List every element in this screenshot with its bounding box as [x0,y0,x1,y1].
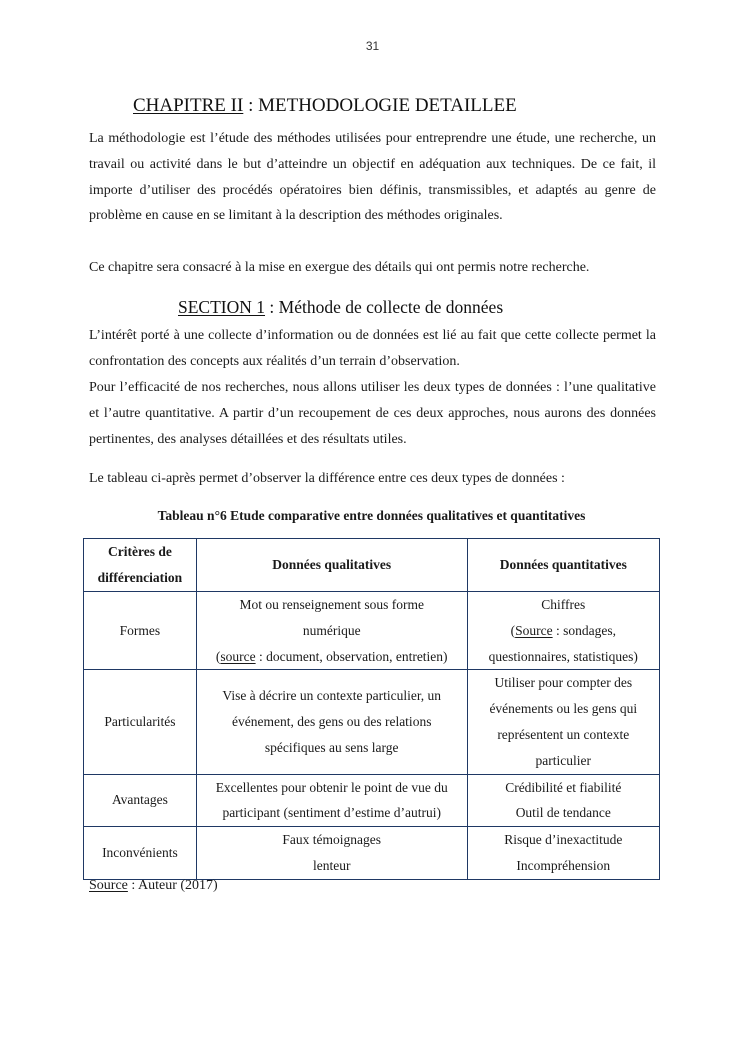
chapter-separator: : [243,95,259,116]
row-qualitative-cell [196,592,467,670]
cell-line: événement, des gens ou des relations [232,714,432,730]
row-quantitative-cell [467,827,659,880]
cell-line [201,644,463,670]
cell-line: Crédibilité et fiabilité [505,779,622,795]
cell-line: Excellentes pour obtenir le point de vue du [215,779,448,795]
chapter-label: CHAPITRE II [133,95,244,116]
section-paragraph-2: Pour l’efficacité de nos recherches, nous allons utiliser les deux types de données : l’une qualitative et l’autre quantitative. A partir d’un recoupement de ces deux approches, nous aurons des données pertinentes, des analyses détaillées et des résultats utiles. [89,380,656,447]
header-quantitative: Données quantitatives [467,539,659,592]
cell-line: Risque d’inexactitude [504,832,623,848]
section-label: SECTION 1 [178,297,266,317]
table-row [84,827,660,880]
cell-line: participant (sentiment d’estime d’autrui) [222,805,441,821]
table-header-row [84,539,660,592]
table-caption: Tableau n°6 Etude comparative entre données qualitatives et quantitatives [157,508,586,523]
source-text: : sondages, [552,622,616,638]
chapter-title [133,95,517,117]
row-quantitative-cell [467,670,659,774]
section-paragraph-3: Le tableau ci-après permet d’observer la différence entre ces deux types de données : [89,471,565,486]
row-quantitative-cell [467,592,659,670]
section-title [178,297,503,318]
paren-open: ( [510,622,516,638]
page-number: 31 [365,39,380,53]
cell-line: Outil de tendance [515,805,611,821]
table-row [84,592,660,670]
paren-open: ( [215,648,221,664]
table-row [84,774,660,827]
cell-line: Utiliser pour compter des [494,675,633,691]
header-criteria [84,539,197,592]
source-note-text: : Auteur (2017) [127,878,218,893]
row-quantitative-cell [467,774,659,827]
section-heading: Méthode de collecte de données [278,297,504,317]
intro-paragraph-1: La méthodologie est l’étude des méthodes utilisées pour entreprendre une étude, une recherche, un travail ou activité dans le but d’atteindre un objectif en adéquation aux techniques. De ce fait, il importe d’utiliser des procédés opératoires bien définis, transmissibles, et adaptés au genre de problème en cause en se limitant à la description des méthodes originales. [89,131,656,224]
source-label: source [220,648,256,664]
cell-line: Chiffres [541,597,586,612]
source-text: : document, observation, entretien) [255,648,448,664]
row-criterion: Avantages [84,774,197,827]
header-qualitative: Données qualitatives [196,539,467,592]
row-criterion: Inconvénients [84,827,197,880]
table-row [84,670,660,774]
header-criteria-line: différenciation [97,570,183,585]
cell-line: particulier [535,752,592,768]
section-separator: : [265,297,279,317]
cell-line: Vise à décrire un contexte particulier, un [222,688,442,704]
cell-line: spécifiques au sens large [264,739,399,755]
source-note-label: Source [89,878,128,893]
row-criterion: Formes [84,592,197,670]
comparison-table [83,538,660,880]
row-qualitative-cell [196,827,467,880]
cell-line: Faux témoignages [282,832,382,848]
cell-line: événements ou les gens qui [489,701,638,717]
source-label: Source [515,622,553,638]
section-paragraph-1: L’intérêt porté à une collecte d’information ou de données est lié au fait que cette collecte permet la confrontation des concepts aux réalités d’un terrain d’observation. [89,328,656,369]
header-criteria-line: Critères de [108,544,172,560]
row-qualitative-cell [196,670,467,774]
chapter-heading: METHODOLOGIE DETAILLEE [258,95,517,116]
cell-line [472,618,655,644]
cell-line: Incompréhension [516,858,611,874]
cell-line: lenteur [312,858,351,874]
row-criterion: Particularités [84,670,197,774]
cell-line: Mot ou renseignement sous forme [239,597,424,612]
table-source [89,878,218,894]
cell-line: numérique [302,622,361,638]
cell-line: questionnaires, statistiques) [488,648,638,664]
intro-paragraph-2: Ce chapitre sera consacré à la mise en exergue des détails qui ont permis notre recherche. [89,260,590,275]
cell-line: représentent un contexte [497,726,630,742]
row-qualitative-cell [196,774,467,827]
